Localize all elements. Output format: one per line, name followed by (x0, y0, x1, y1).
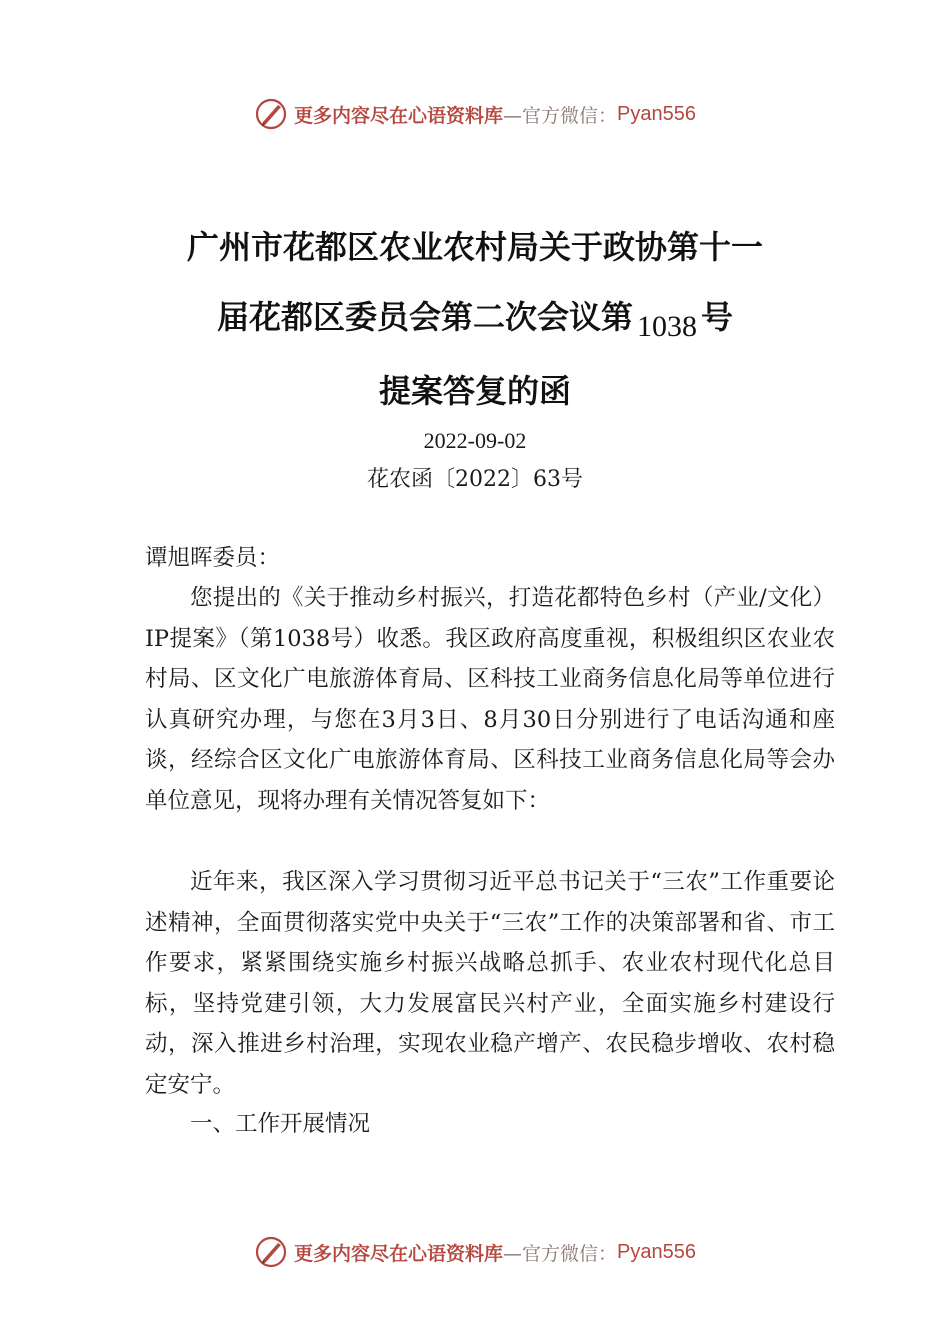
banner-sub-text: —官方微信： (503, 1242, 618, 1265)
document-number: 花农函〔2022〕63号 (367, 467, 583, 492)
document-date: 2022-09-02 (423, 428, 527, 453)
banner-sub-text: —官方微信： (503, 104, 618, 127)
title-proposal-number: 1038 (637, 310, 697, 343)
quill-pen-circle-icon (254, 1235, 288, 1269)
banner-wechat-id: Pyan556 (617, 102, 696, 125)
banner-main-text: 更多内容尽在心语资料库 (294, 1242, 504, 1265)
greeting: 谭旭晖委员： (145, 545, 281, 571)
header-banner (0, 94, 950, 134)
document-title-line-3: 提案答复的函 (378, 372, 571, 410)
document-title-line-1: 广州市花都区农业农村局关于政协第十一 (186, 228, 763, 266)
body-paragraph-2: 近年来，我区深入学习贯彻习近平总书记关于“三农”工作重要论述精神，全面贯彻落实党中央关于“三农”工作的决策部署和省、市工作要求，紧紧围绕实施乡村振兴战略总抓手、农业农村现代化总目标，坚持党建引领，大力发展富民兴村产业，全面实施乡村建设行动，深入推进乡村治理，实现农业稳产增产、农民稳步增收、农村稳定安宁。 (145, 869, 835, 1098)
banner-wechat-id: Pyan556 (617, 1240, 696, 1263)
title-line-2-pre: 届花都区委员会第二次会议第 (216, 298, 633, 336)
quill-pen-circle-icon (254, 97, 288, 131)
document-title-line-2 (0, 292, 950, 343)
title-line-2-post: 号 (701, 298, 734, 336)
banner-main-text: 更多内容尽在心语资料库 (294, 104, 504, 127)
section-heading-1: 一、工作开展情况 (190, 1111, 371, 1137)
footer-banner (0, 1232, 950, 1272)
body-paragraph-1: 您提出的《关于推动乡村振兴，打造花都特色乡村（产业/文化）IP提案》（第1038号）收悉。我区政府高度重视，积极组织区农业农村局、区文化广电旅游体育局、区科技工业商务信息化局等单位进行认真研究办理，与您在3月3日、8月30日分别进行了电话沟通和座谈，经综合区文化广电旅游体育局、区科技工业商务信息化局等会办单位意见，现将办理有关情况答复如下： (145, 585, 835, 814)
